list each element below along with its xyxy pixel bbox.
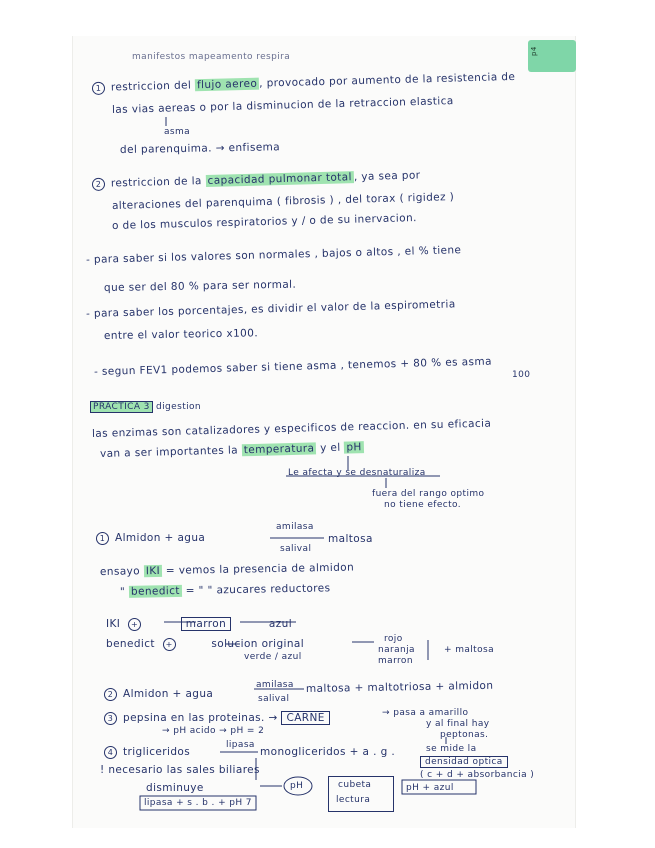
section4-product: monogliceridos + a . g . [260,746,396,758]
practica-line1: las enzimas son catalizadores y especificos de reaccion. en su eficacia [91,417,492,440]
section3-sub: → pH acido → pH = 2 [162,726,265,736]
ph-azul-box [402,780,476,794]
item1-line1: 1 restriccion del flujo aereo , provocado por aumento de la resistencia de [92,71,516,95]
section2-enzyme-bot: salival [258,694,290,704]
lectura-box-line2: lectura [336,795,371,805]
section3-line: 3 pepsina en las proteinas. → CARNE [104,712,330,725]
section4-enzyme: lipasa [226,740,255,750]
iki-marron-box: marron [181,617,231,631]
practica-note-b: fuera del rango optimo [372,489,485,499]
section4-line2: ! necesario las sales biliares [100,764,260,776]
item2-number: 2 [92,178,105,191]
section3-right1: y al final hay [426,719,490,729]
benedict-marron: marron [378,656,413,666]
section4-line: 4 trigliceridos [104,746,190,759]
practica-title: digestion [156,402,202,412]
bullet2-line2: entre el valor teorico x100. [103,327,259,342]
practica-line2: van a ser importantes la temperatura y el pH [99,441,362,460]
ensayo-iki-line: ensayo IKI = vemos la presencia de almidon [99,561,355,578]
lipasa-box [140,796,256,810]
section4-bottom-left: lipasa + s . b . + pH 7 [144,798,252,808]
ph-azul-label: pH + azul [406,783,454,793]
section1-equation: 1 Almidon + agua [96,532,205,545]
section4-right-a: se mide la [426,744,477,754]
densidad-optica-box: densidad optica [420,756,508,768]
highlight-capacidad: capacidad pulmonar total [207,171,353,187]
section4-line3: disminuye [146,782,204,794]
bullet2-line1: - para saber los porcentajes, es dividir el valor de la espirometria [85,298,456,320]
section4-number: 4 [104,746,117,759]
carne-box: CARNE [281,711,329,725]
practica-note-c: no tiene efecto. [384,500,462,510]
item2-line3: o de los musculos respiratorios y / o de su inervacion. [111,212,417,232]
item2-line2: alteraciones del parenquima ( fibrosis ) , del torax ( rigidez ) [111,191,455,212]
section2-product: maltosa + maltotriosa + almidon [305,679,494,695]
benedict-verde-azul: verde / azul [244,652,302,662]
section2-number: 2 [104,688,117,701]
section2-equation: 2 Almidon + agua [104,688,213,701]
section2-enzyme-top: amilasa [256,680,294,690]
iki-result-row: IKI + marron azul [106,618,293,630]
section3-right2: peptonas. [440,730,489,740]
highlight-flujo-aereo: flujo aereo [196,77,258,92]
benedict-result-row: benedict + solucion original [106,638,305,650]
item1-line2: las vias aereas o por la disminucion de la retraccion elastica [111,95,454,116]
highlight-iki: IKI [145,564,161,578]
item1-note-asma: asma [164,127,191,137]
lectura-box-line1: cubeta [338,780,372,790]
item1-number: 1 [92,82,105,95]
benedict-naranja: naranja [378,645,415,655]
highlight-benedict: benedict [130,584,181,598]
section3-right: → pasa a amarillo [382,708,469,718]
highlight-ph: pH [346,441,362,454]
bullet1-line2: que ser del 80 % para ser normal. [103,278,297,294]
benedict-maltosa: + maltosa [444,645,495,655]
section3-number: 3 [104,712,117,725]
practica-note-a: Le afecta y se desnaturaliza [288,468,426,478]
bullet1-line1: - para saber si los valores son normales , bajos o altos , el % tiene [85,244,462,266]
section1-product: maltosa [328,533,373,545]
page-tab-label: p4 [530,46,538,56]
bullet3-note: 100 [512,370,531,380]
section1-enzyme-bot: salival [280,544,312,554]
bullet3-line: - segun FEV1 podemos saber si tiene asma , tenemos + 80 % es asma [93,355,493,378]
highlight-temperatura: temperatura [243,442,315,457]
section1-enzyme-top: amilasa [276,522,314,532]
item2-line1: 2 restriccion de la capacidad pulmonar total , ya sea por [92,169,421,191]
practica-label: PRACTICA 3 [90,401,153,413]
benedict-rojo: rojo [384,634,403,644]
ph-circle [284,777,312,795]
ensayo-benedict-line: " benedict = " " azucares reductores [119,582,331,598]
page-header: manifestos mapeamento respira [132,52,291,62]
section4-right-b: ( c + d + absorbancia ) [420,770,535,780]
ph-circle-label: pH [290,781,304,791]
item1-line3: del parenquima. → enfisema [119,141,281,156]
section1-number: 1 [96,532,109,545]
